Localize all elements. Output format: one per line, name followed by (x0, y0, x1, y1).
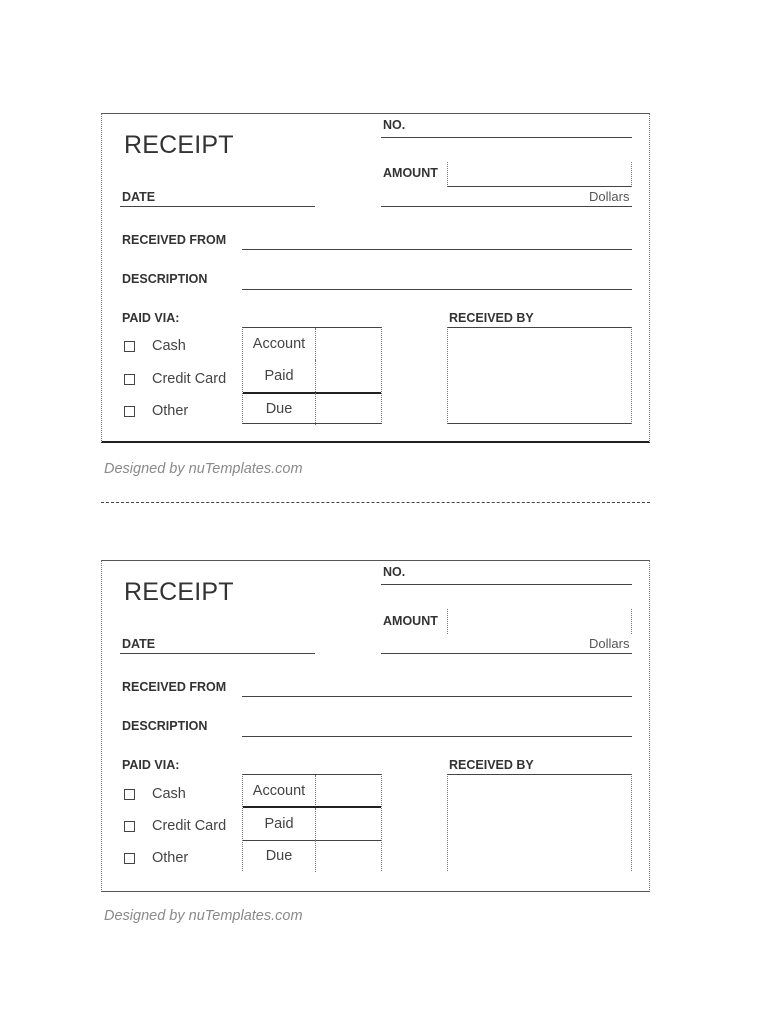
due-value-cell[interactable] (316, 393, 381, 425)
account-table (242, 774, 382, 871)
dollars-label: Dollars (589, 636, 630, 651)
paid-via-label: PAID VIA: (122, 311, 180, 325)
designer-credit: Designed by nuTemplates.com (104, 908, 303, 924)
cash-label: Cash (152, 786, 186, 802)
payment-option-credit-card[interactable] (124, 816, 226, 836)
other-checkbox[interactable] (124, 853, 135, 864)
amount-box (447, 162, 632, 187)
paid-value-cell[interactable] (316, 360, 381, 392)
paid-row (243, 808, 381, 840)
received-from-label: RECEIVED FROM (122, 233, 227, 247)
amount-underline (381, 653, 632, 654)
description-label: DESCRIPTION (122, 719, 208, 733)
payment-option-other[interactable] (124, 848, 188, 868)
date-label: DATE (122, 637, 156, 651)
no-label: NO. (383, 118, 406, 132)
credit-card-checkbox[interactable] (124, 374, 135, 385)
received-by-label: RECEIVED BY (449, 311, 534, 325)
amount-label: AMOUNT (383, 614, 438, 628)
received-from-underline (242, 696, 632, 697)
amount-label: AMOUNT (383, 166, 438, 180)
cash-checkbox[interactable] (124, 341, 135, 352)
received-by-label: RECEIVED BY (449, 758, 534, 772)
paid-via-label: PAID VIA: (122, 758, 180, 772)
account-row (243, 775, 381, 807)
credit-card-label: Credit Card (152, 371, 227, 387)
account-value-cell[interactable] (316, 775, 381, 807)
no-underline (381, 137, 632, 138)
date-label: DATE (122, 190, 156, 204)
paid-row (243, 360, 381, 392)
description-field[interactable] (242, 716, 632, 736)
cash-checkbox[interactable] (124, 789, 135, 800)
credit-card-checkbox[interactable] (124, 821, 135, 832)
account-label: Account (243, 328, 316, 360)
received-from-label: RECEIVED FROM (122, 680, 227, 694)
received-by-signature-box[interactable] (447, 774, 632, 871)
other-label: Other (152, 403, 189, 419)
receipt-form-1 (101, 113, 650, 443)
cash-label: Cash (152, 338, 186, 354)
paid-label: Paid (243, 808, 316, 840)
description-underline (242, 289, 632, 290)
payment-option-cash[interactable] (124, 336, 186, 356)
paid-value-cell[interactable] (316, 808, 381, 840)
other-checkbox[interactable] (124, 406, 135, 417)
receipt-title: RECEIPT (124, 578, 234, 606)
due-value-cell[interactable] (316, 840, 381, 872)
receipt-number-field[interactable] (412, 116, 630, 136)
received-from-field[interactable] (242, 676, 632, 696)
account-table (242, 327, 382, 424)
due-label: Due (243, 393, 316, 425)
cut-line (101, 502, 650, 503)
payment-option-credit-card[interactable] (124, 369, 226, 389)
paid-label: Paid (243, 360, 316, 392)
date-underline (120, 653, 315, 654)
amount-field[interactable] (448, 609, 631, 633)
received-from-underline (242, 249, 632, 250)
date-field[interactable] (162, 186, 314, 206)
account-value-cell[interactable] (316, 328, 381, 360)
date-underline (120, 206, 315, 207)
receipt-number-field[interactable] (412, 563, 630, 583)
amount-box (447, 609, 632, 634)
date-field[interactable] (162, 633, 314, 653)
received-from-field[interactable] (242, 229, 632, 249)
no-label: NO. (383, 565, 406, 579)
due-label: Due (243, 840, 316, 872)
description-underline (242, 736, 632, 737)
receipt-title: RECEIPT (124, 131, 234, 159)
receipt-form-2 (101, 560, 650, 892)
description-label: DESCRIPTION (122, 272, 208, 286)
credit-card-label: Credit Card (152, 818, 227, 834)
description-field[interactable] (242, 269, 632, 289)
designer-credit: Designed by nuTemplates.com (104, 461, 303, 477)
amount-field[interactable] (448, 162, 631, 186)
amount-underline (381, 206, 632, 207)
account-row (243, 328, 381, 360)
due-row (243, 393, 381, 425)
other-label: Other (152, 850, 189, 866)
payment-option-other[interactable] (124, 401, 188, 421)
due-row (243, 840, 381, 872)
account-label: Account (243, 775, 316, 807)
dollars-label: Dollars (589, 189, 630, 204)
payment-option-cash[interactable] (124, 784, 186, 804)
received-by-signature-box[interactable] (447, 327, 632, 424)
no-underline (381, 584, 632, 585)
